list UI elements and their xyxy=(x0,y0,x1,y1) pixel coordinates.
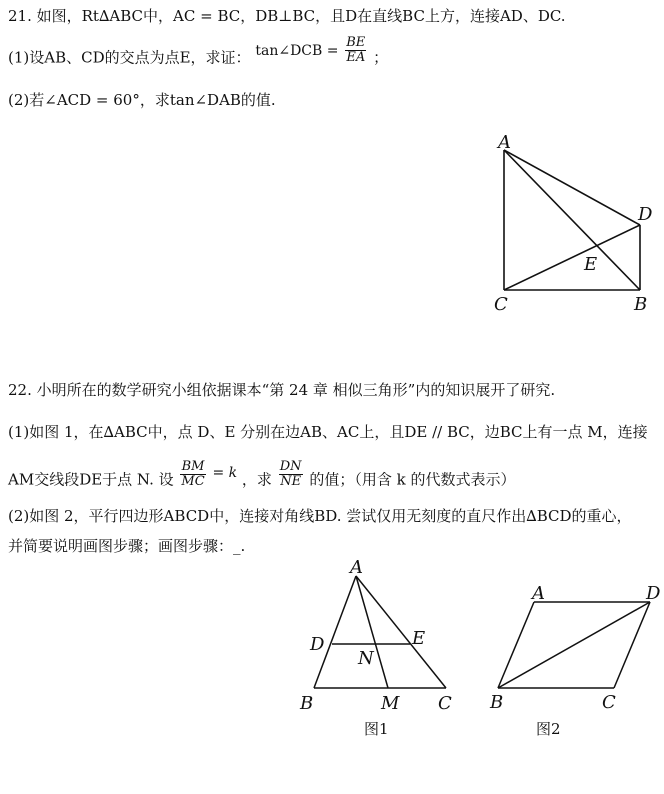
q21-line2-expr: tan∠DCB = xyxy=(255,42,339,59)
fig1-label-b: B xyxy=(300,693,314,714)
q22-line2: (1)如图 1，在∆ABC中，点 D、E 分别在边AB、AC上，且DE // BC，边BC上有一点 M，连接 xyxy=(8,423,648,441)
fig1-label-e: E xyxy=(412,628,426,649)
fig1-caption: 图1 xyxy=(364,720,389,738)
q21-label-a: A xyxy=(498,132,511,153)
q21-figure xyxy=(488,128,658,318)
q21-line1: 21. 如图，Rt∆ABC中，AC = BC，DB⊥BC，且D在直线BC上方，连接AD、DC. xyxy=(8,7,566,25)
q22-line3-mid: ，求 xyxy=(241,470,272,489)
q21-label-d: D xyxy=(638,204,653,225)
q21-fraction xyxy=(345,36,366,65)
q21-line2-prefix: (1)设AB、CD的交点为点E，求证： xyxy=(8,48,251,67)
q22-line3-eq: = k xyxy=(212,464,238,481)
q21-label-e: E xyxy=(584,254,598,275)
fig2-caption: 图2 xyxy=(536,720,561,738)
q22-fraction-dn-ne xyxy=(279,460,303,489)
q22-figure2 xyxy=(486,582,664,746)
q21-label-b: B xyxy=(634,294,648,315)
q21-segment-ab xyxy=(504,150,640,290)
fig2-label-d: D xyxy=(646,583,661,604)
fig2-label-c: C xyxy=(602,692,616,713)
q22-fraction2-numerator: DN xyxy=(279,459,302,474)
q22-fraction-bm-mc xyxy=(180,460,205,489)
q22-line3-prefix: AM交线段DE于点 N. 设 xyxy=(8,470,174,489)
q22-line5: 并简要说明画图步骤；画图步骤：_. xyxy=(8,537,246,555)
q21-fraction-numerator: BE xyxy=(346,35,366,50)
q22-fraction2-denominator: NE xyxy=(280,474,302,489)
q22-figure1 xyxy=(296,556,466,746)
q21-line2 xyxy=(8,35,389,73)
q22-line4: (2)如图 2，平行四边形ABCD中，连接对角线BD. 尝试仅用无刻度的直尺作出∆BCD的重心， xyxy=(8,507,632,525)
fig2-label-b: B xyxy=(490,692,504,713)
q21-line3: (2)若∠ACD = 60°，求tan∠DAB的值. xyxy=(8,91,276,109)
fig2-segment-ba xyxy=(498,602,534,688)
q22-fraction1-numerator: BM xyxy=(181,459,205,474)
q21-segment-cd xyxy=(504,225,640,290)
fig1-label-d: D xyxy=(310,634,325,655)
fig1-segment-ac xyxy=(356,576,446,688)
q21-line2-suffix: ； xyxy=(373,48,389,67)
fig1-label-m: M xyxy=(381,693,400,714)
fig1-label-a: A xyxy=(350,557,363,578)
fig1-segment-ab xyxy=(314,576,356,688)
q21-label-c: C xyxy=(494,294,508,315)
q22-line3 xyxy=(8,459,516,495)
fig1-label-n: N xyxy=(358,648,374,669)
q22-fraction1-denominator: MC xyxy=(181,474,205,489)
q22-line3-suffix: 的值；（用含 k 的代数式表示） xyxy=(309,470,516,489)
fig1-label-c: C xyxy=(438,693,452,714)
q21-fraction-denominator: EA xyxy=(346,50,366,65)
q21-segment-ad xyxy=(504,150,640,225)
fig2-label-a: A xyxy=(532,583,545,604)
fig2-segment-bd xyxy=(498,602,650,688)
q22-line1: 22. 小明所在的数学研究小组依据课本“第 24 章 相似三角形”内的知识展开了研究. xyxy=(8,381,556,399)
fig1-segment-am xyxy=(356,576,388,688)
fig2-segment-dc xyxy=(614,602,650,688)
